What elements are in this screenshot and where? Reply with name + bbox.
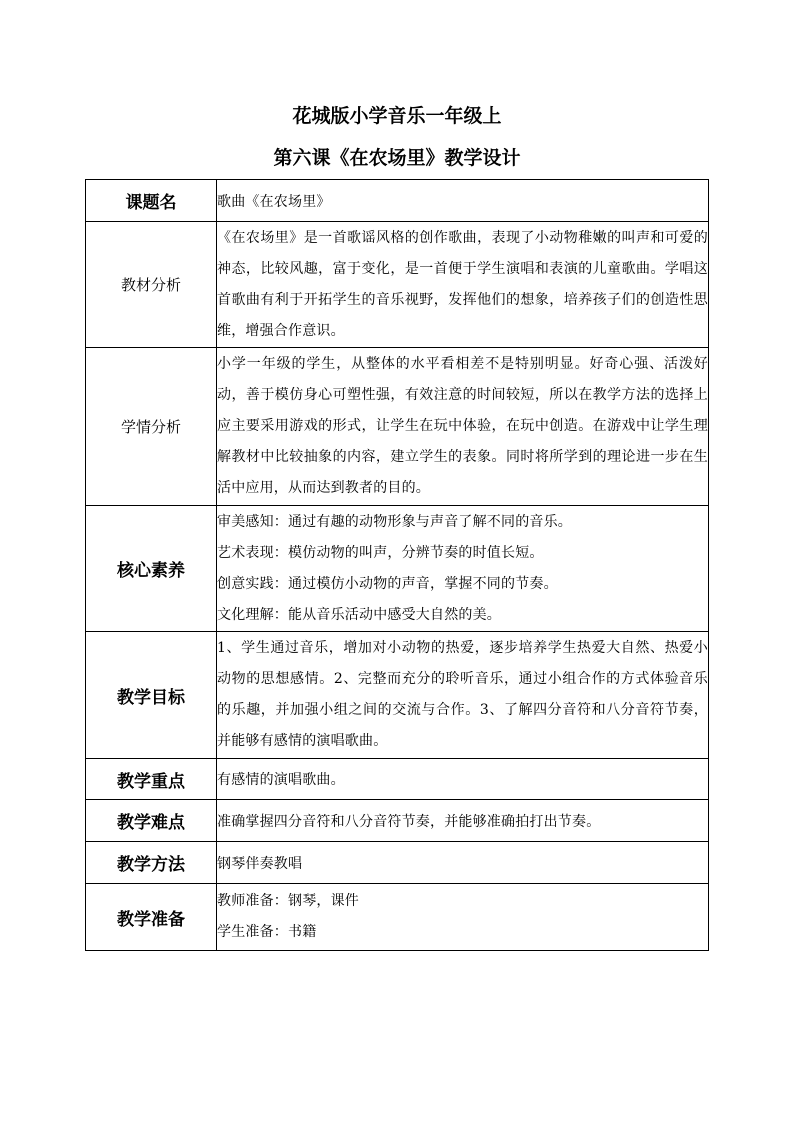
row-label-teaching-method: 教学方法 — [86, 842, 217, 884]
row-content-preparation-cell — [217, 884, 709, 951]
lesson-plan-table — [85, 179, 709, 951]
core-literacy-line: 创意实践：通过模仿小动物的声音，掌握不同的节奏。 — [217, 575, 558, 592]
table-row-teaching-method — [86, 842, 709, 884]
table-row-preparation — [86, 884, 709, 951]
core-literacy-line: 文化理解：能从音乐活动中感受大自然的美。 — [217, 606, 501, 623]
row-content-material-analysis-cell — [217, 222, 709, 348]
row-label-teaching-goals: 教学目标 — [86, 632, 217, 759]
row-content-teaching-method: 钢琴伴奏教唱 — [217, 842, 709, 884]
row-label-topic: 课题名 — [86, 180, 217, 222]
row-content-difficulties: 准确掌握四分音符和八分音符节奏，并能够准确拍打出节奏。 — [217, 800, 709, 842]
table-row-teaching-goals — [86, 632, 709, 759]
row-label-learner-analysis: 学情分析 — [86, 348, 217, 506]
row-label-core-literacy: 核心素养 — [86, 506, 217, 632]
table-row-difficulties — [86, 800, 709, 842]
row-content-topic: 歌曲《在农场里》 — [217, 180, 709, 222]
preparation-line: 教师准备：钢琴，课件 — [217, 893, 359, 909]
row-label-material-analysis: 教材分析 — [86, 222, 217, 348]
row-content-learner-analysis-cell — [217, 348, 709, 506]
row-content-material-analysis: 《在农场里》是一首歌谣风格的创作歌曲，表现了小动物稚嫩的叫声和可爱的神态，比较风趣，富于变化，是一首便于学生演唱和表演的儿童歌曲。学唱这首歌曲有利于开拓学生的音乐视野，发挥他们的想象，培养孩子们的创造性思维，增强合作意识。 — [217, 229, 708, 339]
core-literacy-line: 审美感知：通过有趣的动物形象与声音了解不同的音乐。 — [217, 513, 572, 530]
row-content-learner-analysis: 小学一年级的学生，从整体的水平看相差不是特别明显。好奇心强、活泼好动，善于模仿身心可塑性强，有效注意的时间较短，所以在教学方法的选择上应主要采用游戏的形式，让学生在玩中体验，在玩中创造。在游戏中让学生理解教材中比较抽象的内容，建立学生的表象。同时将所学到的理论进一步在生活中应用，从而达到教者的目的。 — [217, 356, 708, 496]
table-row-topic — [86, 180, 709, 222]
table-row-material-analysis — [86, 222, 709, 348]
row-label-key-points: 教学重点 — [86, 759, 217, 800]
row-label-difficulties: 教学难点 — [86, 800, 217, 842]
row-content-teaching-goals-cell — [217, 632, 709, 759]
row-content-key-points: 有感情的演唱歌曲。 — [217, 759, 709, 800]
preparation-line: 学生准备：书籍 — [217, 924, 317, 940]
core-literacy-line: 艺术表现：模仿动物的叫声，分辨节奏的时值长短。 — [217, 544, 544, 561]
row-label-preparation: 教学准备 — [86, 884, 217, 951]
table-row-learner-analysis — [86, 348, 709, 506]
table-row-core-literacy — [86, 506, 709, 632]
row-content-teaching-goals: 1、学生通过音乐，增加对小动物的热爱，逐步培养学生热爱大自然、热爱小动物的思想感情。2、完整而充分的聆听音乐，通过小组合作的方式体验音乐的乐趣，并加强小组之间的交流与合作。3、了解四分音符和八分音符节奏，并能够有感情的演唱歌曲。 — [217, 640, 708, 749]
table-row-key-points — [86, 759, 709, 800]
row-content-core-literacy-cell — [217, 506, 709, 632]
document-subtitle: 第六课《在农场里》教学设计 — [273, 147, 521, 169]
document-title: 花城版小学音乐一年级上 — [292, 105, 502, 127]
